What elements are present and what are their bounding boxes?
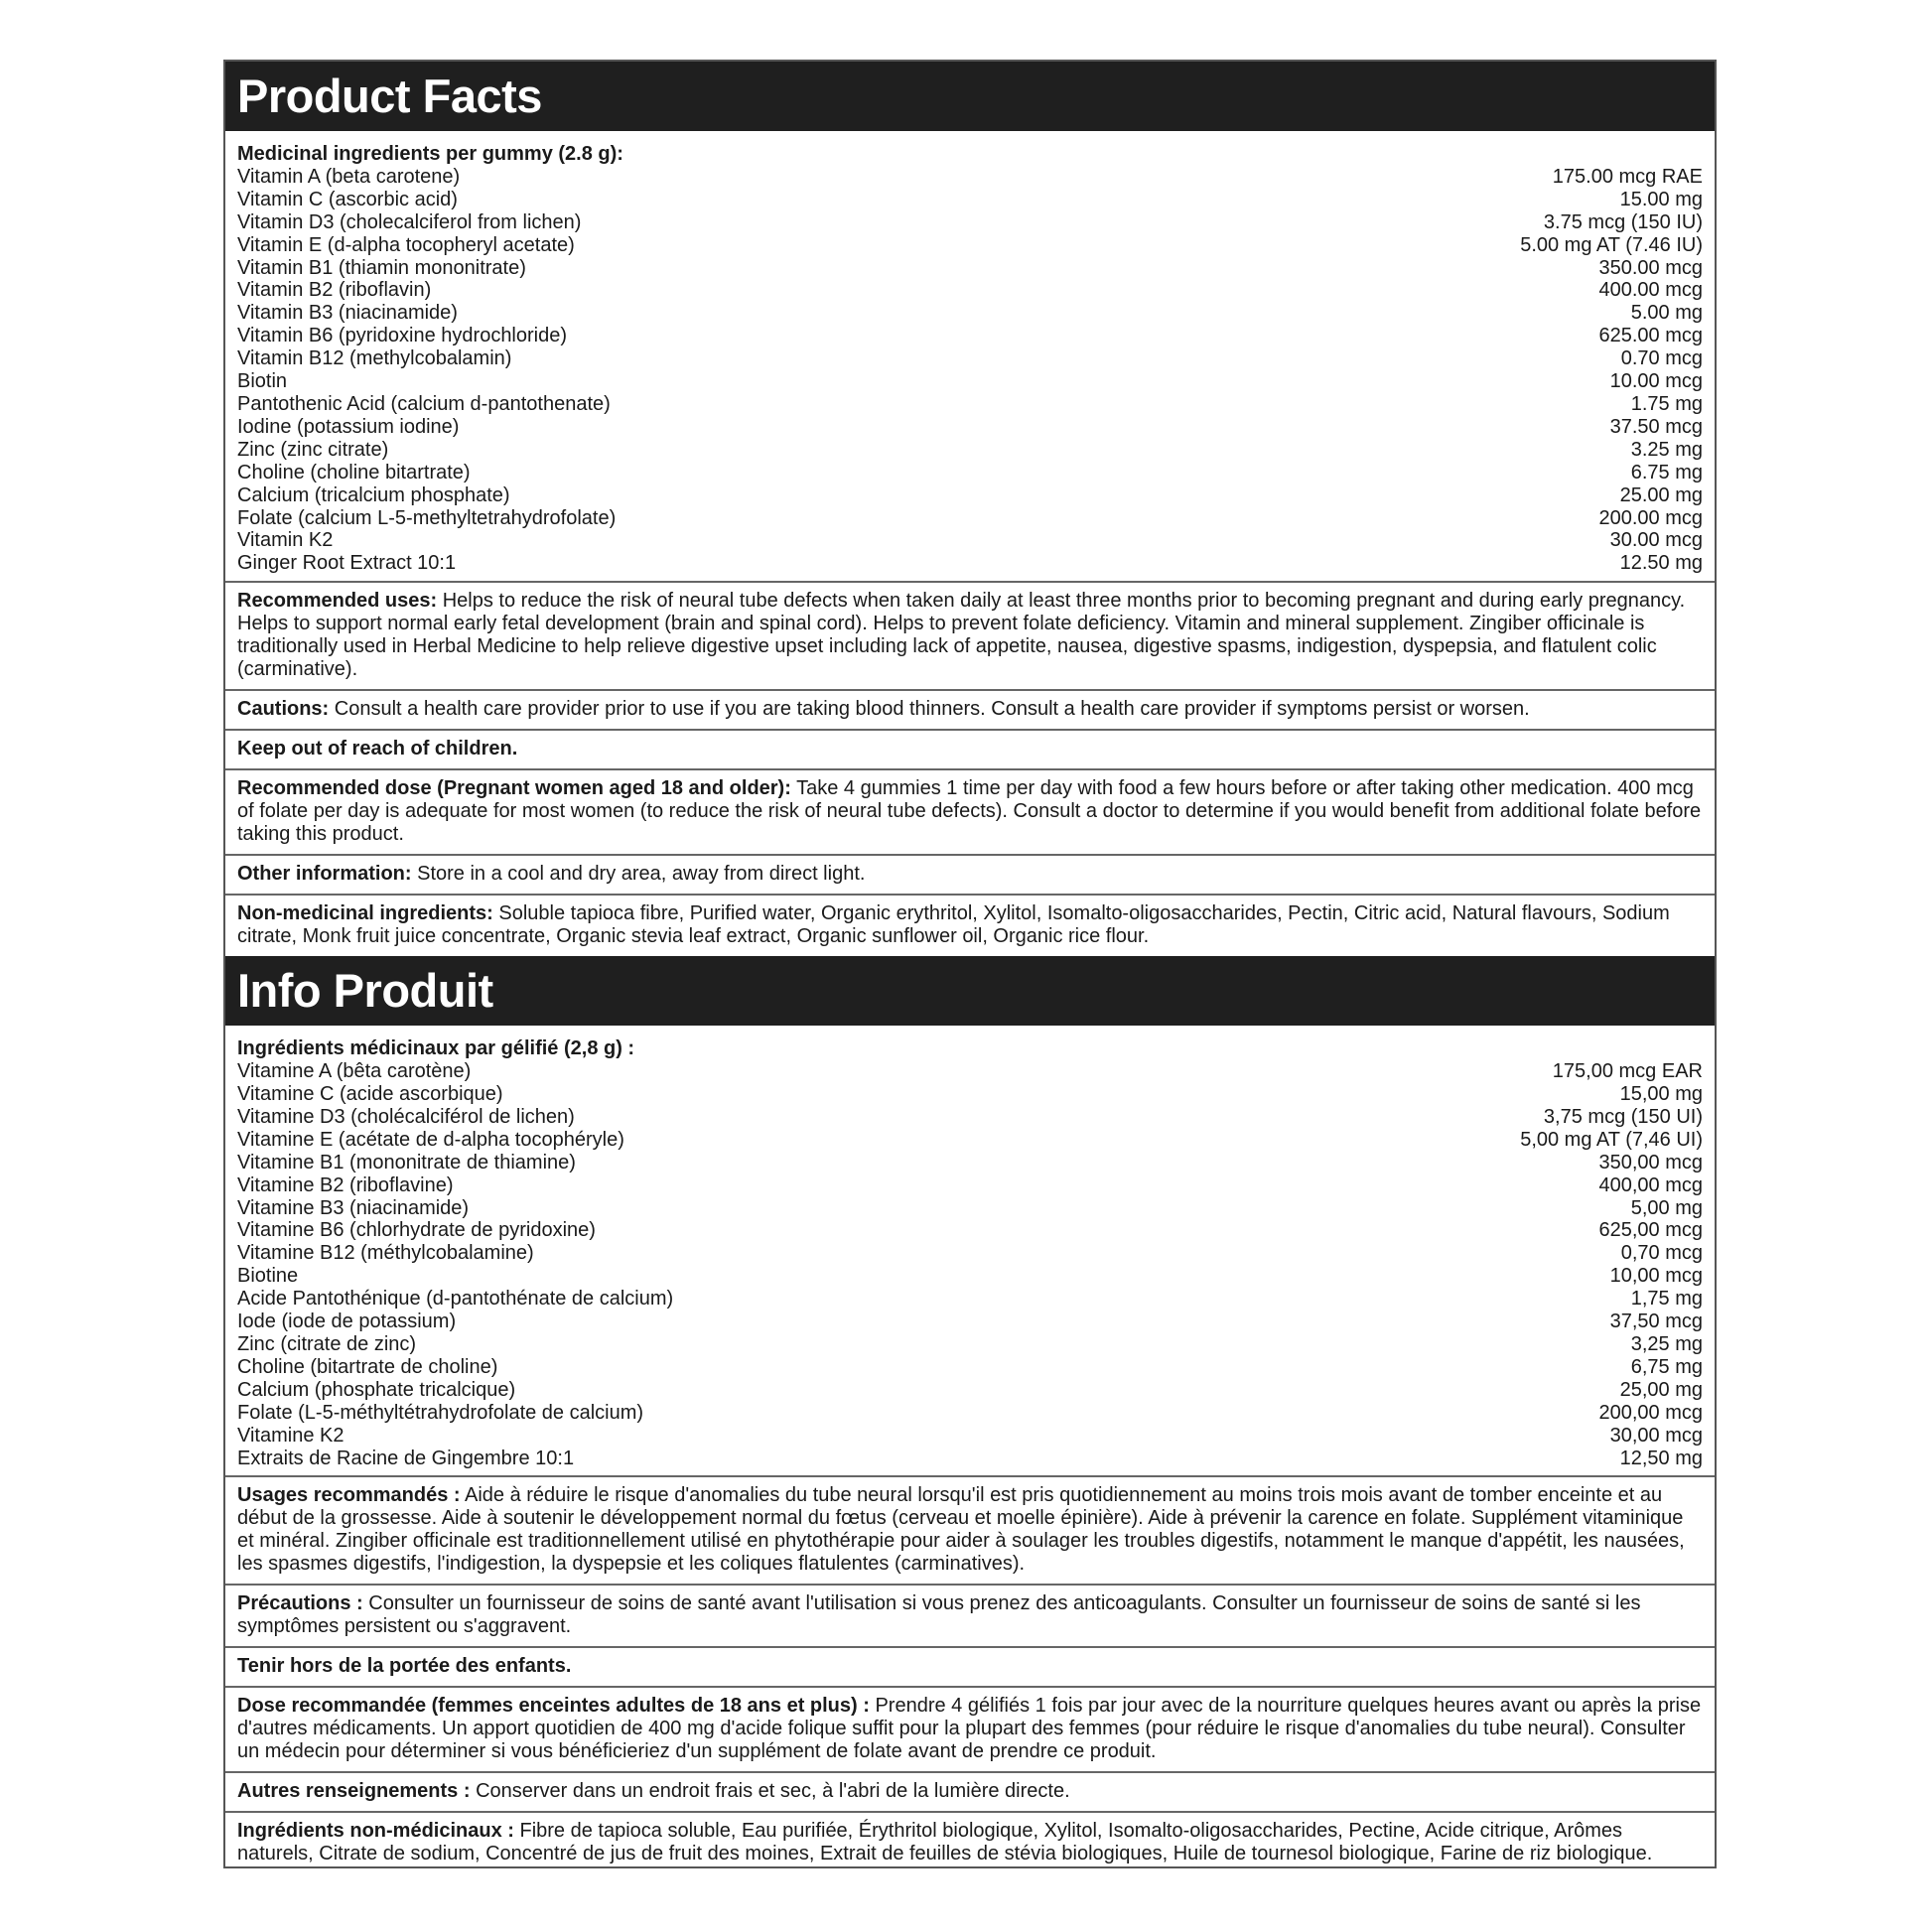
section-label: Tenir hors de la portée des enfants. — [237, 1655, 572, 1678]
ingredient-name: Biotin — [237, 370, 288, 393]
ingredient-name: Vitamin E (d-alpha tocopheryl acetate) — [237, 233, 575, 256]
english-recommended-dose — [225, 768, 1715, 854]
ingredient-name: Vitamin D3 (cholecalciferol from lichen) — [237, 210, 582, 233]
ingredient-amount: 350,00 mcg — [1598, 1151, 1703, 1173]
english-other-information — [225, 854, 1715, 894]
ingredient-row — [237, 1311, 1703, 1333]
ingredient-row — [237, 1060, 1703, 1083]
ingredient-amount: 12,50 mg — [1619, 1447, 1703, 1469]
ingredient-name: Biotine — [237, 1265, 299, 1288]
ingredient-name: Iode (iode de potassium) — [237, 1311, 457, 1333]
english-ingredients-heading: Medicinal ingredients per gummy (2.8 g): — [237, 143, 623, 165]
ingredient-row — [237, 325, 1703, 347]
french-other-information — [225, 1771, 1715, 1811]
ingredient-amount: 0,70 mcg — [1620, 1242, 1703, 1265]
ingredient-name: Calcium (phosphate tricalcique) — [237, 1378, 516, 1401]
ingredient-amount: 25.00 mg — [1619, 483, 1703, 506]
ingredient-row — [237, 1219, 1703, 1242]
ingredient-name: Ginger Root Extract 10:1 — [237, 552, 457, 575]
ingredient-amount: 37,50 mcg — [1609, 1311, 1703, 1333]
ingredient-amount: 5.00 mg — [1630, 302, 1703, 325]
ingredient-name: Pantothenic Acid (calcium d-pantothenate) — [237, 392, 611, 415]
french-ingredient-list — [237, 1060, 1703, 1469]
ingredient-amount: 175.00 mcg RAE — [1552, 165, 1703, 188]
product-facts-panel — [223, 60, 1717, 1868]
ingredient-name: Vitamine E (acétate de d-alpha tocophéryle) — [237, 1128, 624, 1151]
ingredient-amount: 3,25 mg — [1630, 1333, 1703, 1355]
ingredient-name: Folate (calcium L-5-methyltetrahydrofolate) — [237, 506, 617, 529]
ingredient-row — [237, 507, 1703, 530]
english-title: Product Facts — [225, 62, 1715, 131]
section-label: Précautions : — [237, 1592, 363, 1615]
ingredient-name: Choline (choline bitartrate) — [237, 461, 471, 483]
french-keep-out — [225, 1646, 1715, 1686]
ingredient-row — [237, 1402, 1703, 1425]
ingredient-name: Acide Pantothénique (d-pantothénate de calcium) — [237, 1288, 674, 1311]
ingredient-amount: 10.00 mcg — [1609, 370, 1703, 393]
ingredient-amount: 625.00 mcg — [1598, 325, 1703, 347]
ingredient-amount: 5,00 mg — [1630, 1196, 1703, 1219]
ingredient-name: Vitamine D3 (cholécalciférol de lichen) — [237, 1105, 575, 1128]
ingredient-row — [237, 416, 1703, 439]
ingredient-row — [237, 279, 1703, 302]
ingredient-amount: 200.00 mcg — [1598, 506, 1703, 529]
ingredient-row — [237, 347, 1703, 370]
english-cautions — [225, 689, 1715, 729]
ingredient-name: Vitamine C (acide ascorbique) — [237, 1083, 503, 1106]
ingredient-row — [237, 1197, 1703, 1220]
section-label: Dose recommandée (femmes enceintes adultes de 18 ans et plus) : — [237, 1695, 870, 1718]
ingredient-amount: 200,00 mcg — [1598, 1401, 1703, 1424]
ingredient-row — [237, 1448, 1703, 1470]
english-recommended-uses — [225, 581, 1715, 689]
ingredient-row — [237, 1106, 1703, 1129]
ingredient-row — [237, 1288, 1703, 1311]
french-ingredients-heading: Ingrédients médicinaux par gélifié (2,8 g) : — [237, 1037, 635, 1060]
ingredient-name: Vitamin B6 (pyridoxine hydrochloride) — [237, 325, 568, 347]
ingredient-amount: 3,75 mcg (150 UI) — [1543, 1105, 1703, 1128]
ingredient-row — [237, 484, 1703, 507]
french-cautions — [225, 1584, 1715, 1646]
ingredient-amount: 10,00 mcg — [1609, 1265, 1703, 1288]
ingredient-row — [237, 1083, 1703, 1106]
ingredient-amount: 5.00 mg AT (7.46 IU) — [1520, 233, 1703, 256]
ingredient-amount: 175,00 mcg EAR — [1552, 1060, 1703, 1083]
ingredient-name: Vitamin B12 (methylcobalamin) — [237, 347, 512, 370]
ingredient-name: Vitamin A (beta carotene) — [237, 165, 461, 188]
ingredient-amount: 25,00 mg — [1619, 1378, 1703, 1401]
ingredient-row — [237, 1379, 1703, 1402]
ingredient-row — [237, 166, 1703, 189]
ingredient-row — [237, 211, 1703, 234]
ingredient-amount: 37.50 mcg — [1609, 415, 1703, 438]
ingredient-row — [237, 234, 1703, 257]
section-text: Fibre de tapioca soluble, Eau purifiée, Érythritol biologique, Xylitol, Isomalto-oligosaccharides, Pectine, Acide citrique, Arômes naturels, Citrate de sodium, Concentré de jus de fruit des moines, Extrait de feuilles de stévia biologiques, Huile de tournesol biologique, Farine de riz biologique. — [237, 1820, 1653, 1865]
ingredient-row — [237, 1356, 1703, 1379]
ingredient-amount: 400.00 mcg — [1598, 279, 1703, 302]
ingredient-name: Extraits de Racine de Gingembre 10:1 — [237, 1447, 575, 1469]
french-ingredients — [225, 1026, 1715, 1475]
ingredient-name: Vitamin K2 — [237, 529, 334, 552]
section-label: Ingrédients non-médicinaux : — [237, 1820, 514, 1843]
ingredient-name: Vitamine B2 (riboflavine) — [237, 1173, 454, 1196]
ingredient-row — [237, 462, 1703, 484]
ingredient-name: Vitamine K2 — [237, 1424, 345, 1447]
section-label: Keep out of reach of children. — [237, 738, 518, 760]
ingredient-name: Zinc (citrate de zinc) — [237, 1333, 417, 1355]
ingredient-row — [237, 189, 1703, 211]
section-label: Autres renseignements : — [237, 1780, 471, 1803]
ingredient-row — [237, 439, 1703, 462]
ingredient-name: Vitamin B1 (thiamin mononitrate) — [237, 256, 526, 279]
section-label: Recommended dose (Pregnant women aged 18 and older): — [237, 777, 791, 800]
section-text: Soluble tapioca fibre, Purified water, Organic erythritol, Xylitol, Isomalto-oligosaccharides, Pectin, Citric acid, Natural flavours, Sodium citrate, Monk fruit juice concentrate, Organic stevia leaf extract, Organic sunflower oil, Organic rice flour. — [237, 902, 1670, 948]
french-non-medicinal — [225, 1811, 1715, 1871]
ingredient-name: Vitamine B3 (niacinamide) — [237, 1196, 470, 1219]
ingredient-amount: 0.70 mcg — [1620, 347, 1703, 370]
ingredient-amount: 15.00 mg — [1619, 188, 1703, 210]
ingredient-row — [237, 1152, 1703, 1174]
english-non-medicinal — [225, 894, 1715, 956]
ingredient-amount: 5,00 mg AT (7,46 UI) — [1520, 1128, 1703, 1151]
ingredient-row — [237, 1174, 1703, 1197]
ingredient-row — [237, 302, 1703, 325]
ingredient-name: Calcium (tricalcium phosphate) — [237, 483, 510, 506]
section-label: Usages recommandés : — [237, 1484, 461, 1507]
ingredient-name: Vitamine B12 (méthylcobalamine) — [237, 1242, 534, 1265]
section-text: Store in a cool and dry area, away from direct light. — [411, 863, 866, 886]
ingredient-row — [237, 393, 1703, 416]
ingredient-row — [237, 552, 1703, 575]
french-recommended-dose — [225, 1686, 1715, 1771]
section-label: Recommended uses: — [237, 590, 438, 613]
ingredient-row — [237, 529, 1703, 552]
ingredient-row — [237, 1129, 1703, 1152]
ingredient-amount: 1,75 mg — [1630, 1288, 1703, 1311]
ingredient-name: Vitamine A (bêta carotène) — [237, 1060, 472, 1083]
ingredient-amount: 3.75 mcg (150 IU) — [1543, 210, 1703, 233]
ingredient-row — [237, 1265, 1703, 1288]
english-keep-out — [225, 729, 1715, 768]
ingredient-name: Vitamine B1 (mononitrate de thiamine) — [237, 1151, 576, 1173]
french-recommended-uses — [225, 1475, 1715, 1584]
ingredient-name: Vitamin B2 (riboflavin) — [237, 279, 432, 302]
section-label: Other information: — [237, 863, 412, 886]
ingredient-name: Vitamin C (ascorbic acid) — [237, 188, 458, 210]
section-text: Consulter un fournisseur de soins de santé avant l'utilisation si vous prenez des anticoagulants. Consulter un fournisseur de soins de santé si les symptômes persistent ou s'aggravent. — [237, 1592, 1641, 1638]
ingredient-name: Vitamin B3 (niacinamide) — [237, 302, 458, 325]
section-text: Aide à réduire le risque d'anomalies du tube neural lorsqu'il est pris quotidiennement au moins trois mois avant de tomber enceinte et au début de la grossesse. Aide à soutenir le développement normal du fœtus (cerveau et moelle épinière). Aide à prévenir la carence en folate. Supplément vitaminique et minéral. Zingiber officinale est traditionnellement utilisé en phytothérapie pour aider à soulager les troubles digestifs, notamment le manque d'appétit, les nausées, les spasmes digestifs, l'indigestion, la dyspepsie et les coliques flatulentes (carminatives). — [237, 1484, 1685, 1576]
ingredient-amount: 30,00 mcg — [1609, 1424, 1703, 1447]
ingredient-amount: 12.50 mg — [1619, 552, 1703, 575]
ingredient-row — [237, 370, 1703, 393]
ingredient-name: Zinc (zinc citrate) — [237, 438, 389, 461]
ingredient-amount: 6,75 mg — [1630, 1355, 1703, 1378]
ingredient-row — [237, 1333, 1703, 1356]
section-text: Conserver dans un endroit frais et sec, à l'abri de la lumière directe. — [470, 1780, 1070, 1803]
ingredient-amount: 6.75 mg — [1630, 461, 1703, 483]
french-title: Info Produit — [225, 956, 1715, 1026]
ingredient-amount: 30.00 mcg — [1609, 529, 1703, 552]
section-label: Cautions: — [237, 698, 330, 721]
ingredient-row — [237, 1242, 1703, 1265]
section-label: Non-medicinal ingredients: — [237, 902, 493, 925]
ingredient-amount: 3.25 mg — [1630, 438, 1703, 461]
ingredient-amount: 1.75 mg — [1630, 392, 1703, 415]
ingredient-amount: 400,00 mcg — [1598, 1173, 1703, 1196]
ingredient-row — [237, 257, 1703, 280]
english-ingredient-list — [237, 166, 1703, 575]
ingredient-name: Iodine (potassium iodine) — [237, 415, 460, 438]
section-text: Consult a health care provider prior to use if you are taking blood thinners. Consult a health care provider if symptoms persist or worsen. — [329, 698, 1530, 721]
ingredient-row — [237, 1425, 1703, 1448]
section-text: Helps to reduce the risk of neural tube defects when taken daily at least three months prior to becoming pregnant and during early pregnancy. Helps to support normal early fetal development (brain and spinal cord). Helps to prevent folate deficiency. Vitamin and mineral supplement. Zingiber officinale is traditionally used in Herbal Medicine to help relieve digestive upset including lack of appetite, nausea, digestive spasms, indigestion, dyspepsia, and flatulent colic (carminative). — [237, 590, 1686, 681]
ingredient-name: Vitamine B6 (chlorhydrate de pyridoxine) — [237, 1219, 596, 1242]
ingredient-amount: 625,00 mcg — [1598, 1219, 1703, 1242]
section-text: Prendre 4 gélifiés 1 fois par jour avec de la nourriture quelques heures avant ou après la prise d'autres médicaments. Un apport quotidien de 400 mg d'acide folique suffit pour la plupart des femmes (pour réduire le risque d'anomalies du tube neural). Consulter un médecin pour déterminer si vous bénéficieriez d'un supplément de folate avant de prendre ce produit. — [237, 1695, 1702, 1763]
section-text: Take 4 gummies 1 time per day with food a few hours before or after taking other medication. 400 mcg of folate per day is adequate for most women (to reduce the risk of neural tube defects). Consult a doctor to determine if you would benefit from additional folate before taking this product. — [237, 777, 1702, 846]
ingredient-amount: 15,00 mg — [1619, 1083, 1703, 1106]
english-ingredients — [225, 131, 1715, 581]
ingredient-name: Folate (L-5-méthyltétrahydrofolate de calcium) — [237, 1401, 644, 1424]
ingredient-name: Choline (bitartrate de choline) — [237, 1355, 498, 1378]
ingredient-amount: 350.00 mcg — [1598, 256, 1703, 279]
